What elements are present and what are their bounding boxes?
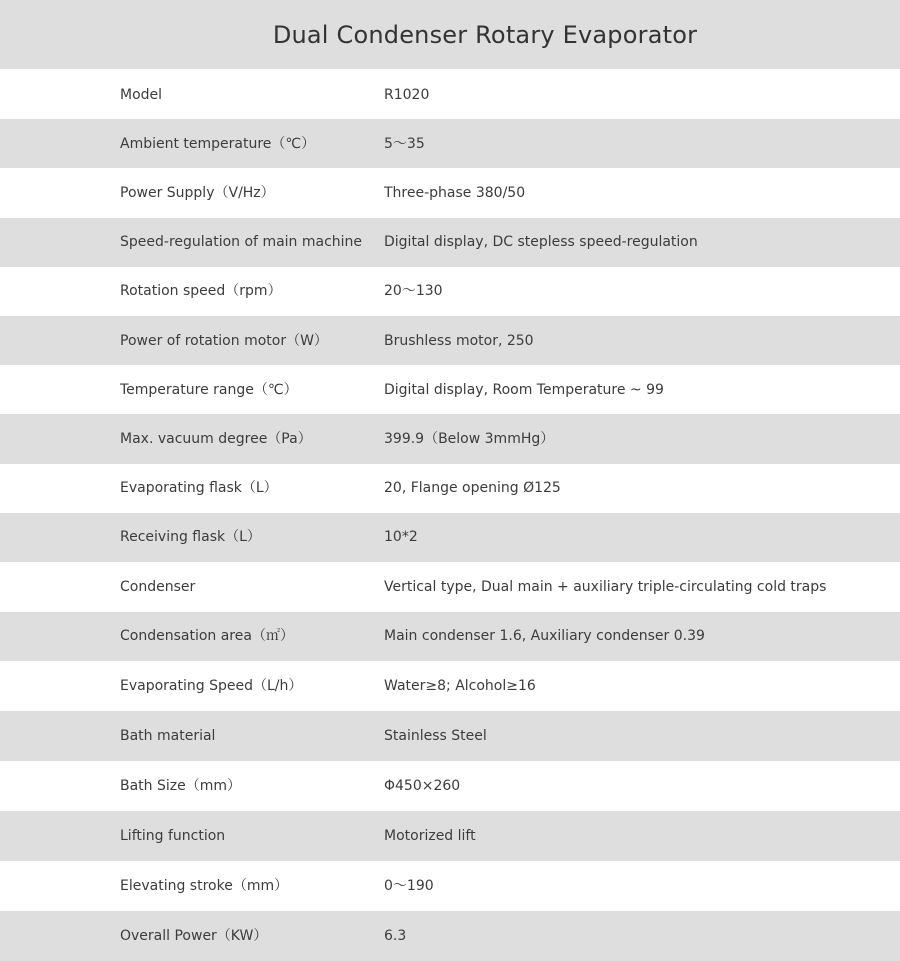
table-row-bath-material xyxy=(0,711,900,761)
row-value: 20～130 xyxy=(384,283,443,300)
row-value: 20, Flange opening Ø125 xyxy=(384,480,561,497)
row-label: Rotation speed（rpm） xyxy=(120,283,282,300)
table-row-condenser xyxy=(0,562,900,612)
row-label: Evaporating flask（L） xyxy=(120,480,278,497)
table-row-condensation-area xyxy=(0,612,900,661)
row-label: Lifting function xyxy=(120,828,226,845)
row-label: Bath material xyxy=(120,728,216,745)
table-row-bath-size xyxy=(0,761,900,811)
row-label: Model xyxy=(120,86,163,103)
table-row-max-vacuum xyxy=(0,414,900,463)
row-value: Digital display, Room Temperature ~ 99 xyxy=(384,381,664,398)
row-label: Condensation area（㎡） xyxy=(120,628,294,645)
row-value: Φ450×260 xyxy=(384,778,461,795)
row-label: Evaporating Speed（L/h） xyxy=(120,678,303,695)
row-label: Speed-regulation of main machine xyxy=(120,234,363,251)
row-value: Water≥8; Alcohol≥16 xyxy=(384,678,536,695)
row-value: Motorized lift xyxy=(384,828,476,845)
row-label: Temperature range（℃） xyxy=(120,381,298,398)
row-label: Max. vacuum degree（Pa） xyxy=(120,430,312,447)
table-row-model xyxy=(0,70,900,119)
table-row-receiving-flask xyxy=(0,513,900,562)
row-label: Ambient temperature（℃） xyxy=(120,135,316,152)
table-row-speed-regulation xyxy=(0,218,900,267)
row-value: 5～35 xyxy=(384,135,425,152)
row-label: Bath Size（mm） xyxy=(120,778,242,795)
row-value: Vertical type, Dual main + auxiliary triple-circulating cold traps xyxy=(384,578,827,595)
table-row-lifting-function xyxy=(0,811,900,861)
row-value: 399.9（Below 3mmHg） xyxy=(384,430,555,447)
table-row-evaporating-speed xyxy=(0,661,900,711)
page-title: Dual Condenser Rotary Evaporator xyxy=(272,20,698,49)
table-row-elevating-stroke xyxy=(0,861,900,911)
row-value: 10*2 xyxy=(384,529,418,546)
row-value: Main condenser 1.6, Auxiliary condenser 0.39 xyxy=(384,628,705,645)
row-value: 6.3 xyxy=(384,928,407,945)
row-value: R1020 xyxy=(384,86,430,103)
row-label: Elevating stroke（mm） xyxy=(120,878,289,895)
row-label: Condenser xyxy=(120,578,196,595)
row-label: Overall Power（KW） xyxy=(120,928,268,945)
table-row-evaporating-flask xyxy=(0,464,900,513)
table-row-overall-power xyxy=(0,911,900,961)
spec-rows xyxy=(0,70,900,961)
row-value: Three-phase 380/50 xyxy=(384,184,526,201)
row-value: Brushless motor, 250 xyxy=(384,332,534,349)
table-row-power-supply xyxy=(0,168,900,217)
row-value: Stainless Steel xyxy=(384,728,487,745)
row-label: Power Supply（V/Hz） xyxy=(120,184,275,201)
table-row-temperature-range xyxy=(0,365,900,414)
row-value: 0～190 xyxy=(384,878,434,895)
table-row-rotation-motor-power xyxy=(0,316,900,365)
table-row-rotation-speed xyxy=(0,267,900,316)
row-label: Power of rotation motor（W） xyxy=(120,332,328,349)
row-label: Receiving flask（L） xyxy=(120,529,261,546)
table-row-ambient-temperature xyxy=(0,119,900,168)
row-value: Digital display, DC stepless speed-regulation xyxy=(384,234,698,251)
title-row xyxy=(0,0,900,70)
